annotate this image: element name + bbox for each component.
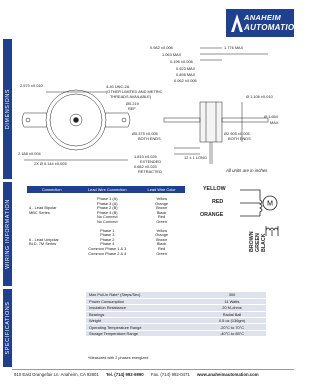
dim-15: Ø 1.654 (264, 114, 278, 119)
wiring-header-lead-color: Lead Wire Color (138, 186, 185, 193)
spec-label: Max Pull-in Rate* (Steps/Sec) (86, 292, 198, 298)
spec-label: Weight (86, 318, 198, 324)
logo-a-mark-icon (229, 12, 245, 34)
footer-website-link[interactable]: www.anaheimautomation.com (196, 372, 259, 377)
footer-address: 910 East Orangefair Ln. Anaheim, CA 92801 (14, 372, 99, 377)
dim-23: 1.810 ±0.025 (134, 154, 157, 159)
spec-value: 20 M-ohms (198, 305, 266, 311)
lead-color: Green (156, 250, 168, 256)
lead-connection: Phase 2 (100, 236, 115, 242)
lead-connection: Phase 2 (B) (96, 205, 118, 211)
wiring-table-header (27, 186, 185, 193)
spec-value: 0.5 oz (136gm) (198, 318, 266, 324)
lead-color: Orange (155, 232, 169, 238)
dim-21: 2.188 ±0.004 (18, 151, 41, 156)
lead-color: Black (156, 209, 167, 215)
sidebar-specifications-label: SPECIFICATIONS (4, 301, 11, 355)
lead-connection: Phase 1 (100, 227, 115, 233)
wire-label-yellow: YELLOW (203, 186, 226, 192)
dim-10: (OTHER LIMITED AND METRIC (106, 89, 163, 94)
lead-color: Orange (155, 200, 169, 206)
lead-connection: No Connect (96, 218, 118, 224)
lead-color: Yellow (156, 196, 168, 201)
dim-26: RETRACTED (138, 169, 162, 174)
dim-13: REF (128, 106, 136, 111)
wire-label-orange: ORANGE (200, 212, 224, 218)
dim-4: 0.196 ±0.008 (170, 59, 193, 64)
dim-19: Ø2.905 ±0.005 (224, 131, 250, 136)
lead-color: Red (158, 245, 166, 251)
sidebar-wiring (3, 182, 12, 286)
spec-value: -20°C to 70°C (198, 324, 266, 330)
dim-16: MAX (270, 120, 279, 125)
lead-connection: Common Phase 2 & 4 (88, 250, 127, 256)
footer-tel: Tel. (714) 992-6990 (105, 372, 144, 377)
lead-connection: Common Phase 1 & 3 (88, 245, 127, 251)
spec-label: Insulation Resistance (86, 305, 198, 311)
lead-color: Yellow (156, 227, 168, 233)
dim-17: Ø0.375 ±0.005 (132, 131, 158, 136)
wiring-table (27, 186, 185, 256)
dim-6: 0.898 MAX (176, 72, 196, 77)
wiring-header-connection: Connection (27, 186, 76, 193)
wire-label-black: BLACK (261, 233, 267, 252)
lead-color: Red (158, 214, 166, 220)
dim-22: 2X Ø 0.144 ±0.005 (34, 161, 67, 166)
wire-label-red: RED (212, 199, 224, 205)
dim-9: 4-40 UNC-2A (106, 84, 130, 89)
sidebar-wiring-label: WIRING INFORMATION (4, 199, 11, 269)
lead-color: Brown (156, 205, 168, 211)
spec-label: Power Consumption (86, 298, 198, 304)
motor-symbol-label: M (267, 200, 273, 208)
spec-footnote: *Measured with 2 phases energized (88, 356, 149, 360)
dim-12: Ø0.219 (126, 101, 139, 106)
dim-24: EXTENDED (140, 159, 162, 164)
footer-fax: Fax. (714) 992-0471 (150, 372, 190, 377)
lead-color: Brown (156, 236, 168, 242)
dim-5: 0.923 MAX (176, 66, 196, 71)
wiring-connection-unipolar: 6 - Lead Unipolar BLD, 7M Series (29, 236, 59, 247)
wire-label-brown: BROWN (249, 231, 255, 252)
sidebar-dimensions-label: DIMENSIONS (4, 88, 11, 130)
wire-label-green: GREEN (255, 233, 261, 252)
wiring-connection-bipolar: 4 - Lead Bipolar MBC Series (29, 205, 57, 215)
company-logo (226, 9, 301, 37)
spec-label: Bearings (86, 311, 198, 317)
lead-connection: Phase 4 (100, 241, 115, 247)
dim-7: 0.062 ±0.005 (174, 78, 197, 83)
dim-14: Ø 1.106 ±0.010 (246, 94, 273, 99)
lead-color: Black (156, 241, 167, 247)
logo-line-2: AUTOMATION (244, 23, 301, 32)
spec-label: Operating Temperature Range (86, 324, 198, 330)
dimension-drawing (14, 40, 294, 180)
spec-label: Storage Temperature Range (86, 330, 198, 336)
footer (12, 369, 294, 379)
lead-connection: Phase 3 (100, 232, 115, 238)
units-note: All units are in inches (226, 168, 268, 173)
dim-2: 1.776 MAX (224, 45, 244, 50)
sidebar-specifications (3, 289, 12, 367)
sidebar-dimensions (3, 39, 12, 179)
dim-20: BOTH ENDS (228, 136, 251, 141)
dim-18: BOTH ENDS (138, 136, 161, 141)
spec-value: 300 (198, 292, 266, 298)
dim-25: 0.682 ±0.025 (134, 164, 157, 169)
dim-1: 0.982 ±0.008 (150, 45, 173, 50)
spec-value: 11 Watts (198, 298, 266, 304)
dim-11: THREADS AVAILABLE) (110, 94, 152, 99)
spec-value: Radial Ball (198, 311, 266, 317)
lead-color: Green (156, 218, 168, 224)
wiring-header-lead-connection: Lead Wire Connection (76, 186, 138, 193)
wiring-diagram (200, 182, 292, 266)
dim-8: 2.570 ±0.010 (20, 83, 43, 88)
logo-line-1: ANAHEIM (244, 13, 282, 22)
dim-27: 12 ± 1 LONG (184, 155, 207, 160)
lead-connection: Phase 1 (A) (96, 196, 118, 201)
lead-connection: Phase 3 (A) (96, 200, 118, 206)
lead-connection: No Connect (96, 214, 118, 220)
motor-wiring-schematic (200, 182, 292, 266)
lead-connection: Phase 4 (B) (96, 209, 118, 215)
specifications-table (86, 292, 266, 337)
table-row (86, 330, 266, 336)
spec-value: -40°C to 85°C (198, 330, 266, 336)
dim-3: 1.063 MAX (162, 52, 182, 57)
